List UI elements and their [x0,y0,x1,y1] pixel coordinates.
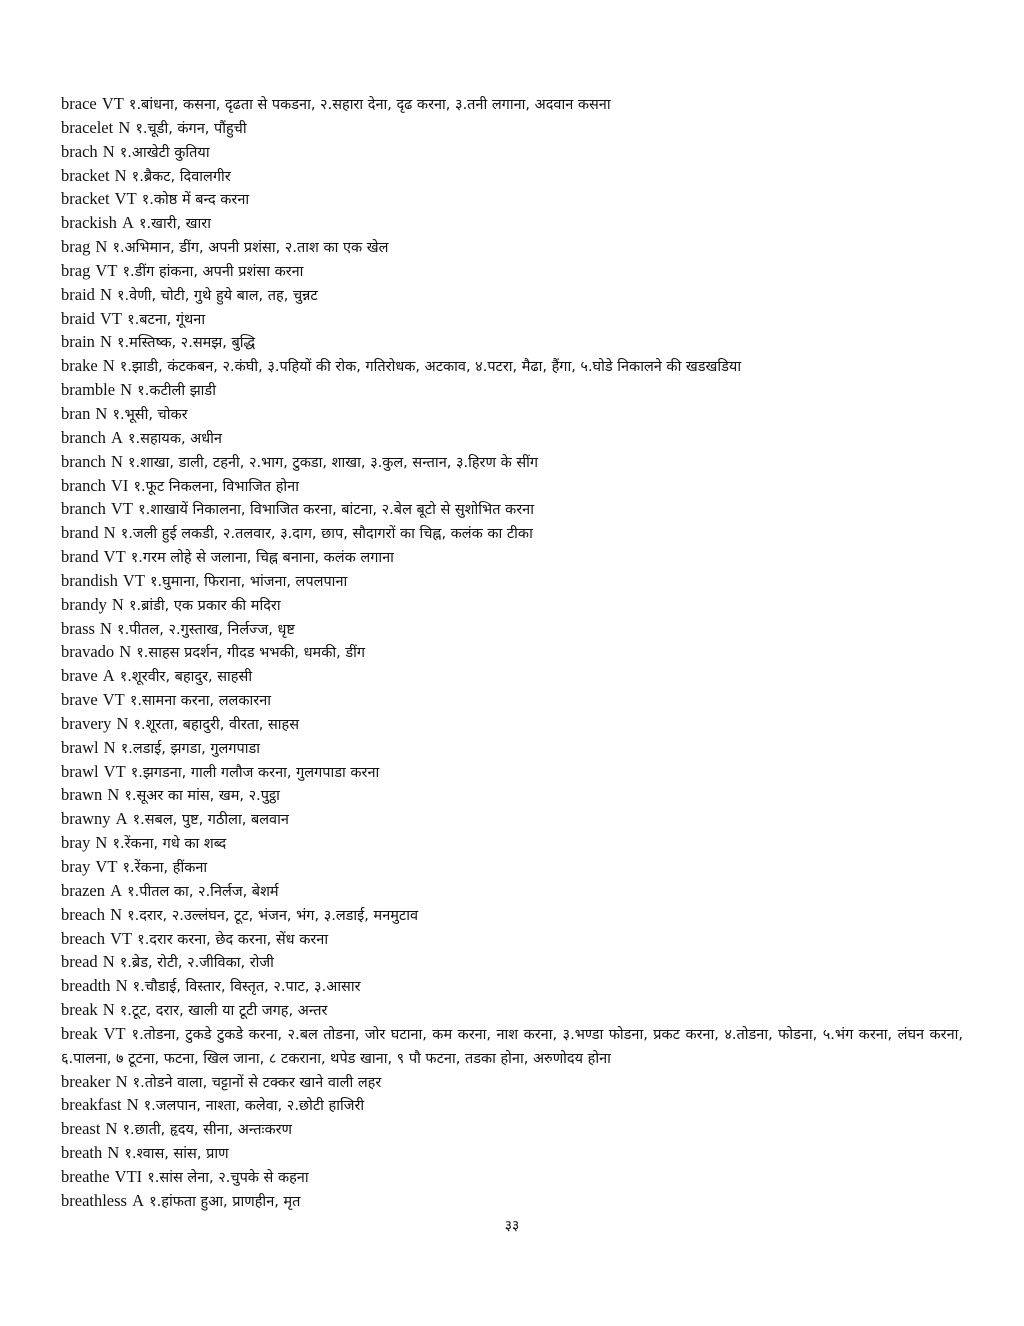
dictionary-entry [61,1190,963,1214]
dictionary-entry [61,1071,963,1095]
headword: breach [61,928,105,948]
headword: brawl [61,761,99,781]
headword: brawn [61,785,103,805]
part-of-speech: N [102,1000,115,1020]
dictionary-entry [61,618,963,642]
part-of-speech: A [110,880,122,900]
part-of-speech: N [114,165,127,185]
part-of-speech: VT [103,547,126,567]
part-of-speech: VT [110,928,133,948]
part-of-speech: A [102,666,115,686]
part-of-speech: N [119,642,132,662]
headword: brackish [61,213,117,233]
definition: १.तोडना, टुकडे टुकडे करना, २.बल तोडना, जोर घटाना, कम करना, नाश करना, ३.भण्डा फोडना, प्रकट करना, ४.तोडना, फोडना, ५.भंग करना, लंघन करना, ६.पालना, ७ टूटना, फटना, खिल जाना, ८ टकराना, थपेड खाना, ९ पौ फटना, तडका होना, अरुणोदय होना [61,1026,963,1067]
headword: brave [61,690,98,710]
headword: breach [61,904,105,924]
headword: breakfast [61,1095,122,1115]
definition: १.जलपान, नाश्ता, कलेवा, २.छोटी हाजिरी [143,1098,365,1115]
dictionary-entry [61,904,963,928]
dictionary-entry [61,427,963,451]
dictionary-entry [61,236,963,260]
definition: १.चौडाई, विस्तार, विस्तृत, २.पाट, ३.आसार [132,979,361,996]
headword: brand [61,523,99,543]
dictionary-entry [61,355,963,379]
dictionary-entry [61,999,963,1023]
definition: १.शूरवीर, बहादुर, साहसी [119,669,253,686]
part-of-speech: N [102,141,115,161]
dictionary-entry [61,141,963,165]
definition: १.ब्रेड, रोटी, २.जीविका, रोजी [119,955,274,972]
headword: branch [61,451,106,471]
part-of-speech: VT [101,94,124,113]
headword: bramble [61,380,116,400]
definition: १.श्वास, सांस, प्राण [124,1146,229,1163]
headword: breath [61,1143,103,1163]
definition: १.तोडने वाला, चट्टानों से टक्कर खाने वाली लहर [132,1074,382,1091]
headword: bracket [61,165,110,185]
dictionary-entry [61,641,963,665]
definition: १.घुमाना, फिराना, भांजना, लपलपाना [150,573,348,590]
definition: १.शाखा, डाली, टहनी, २.भाग, टुकडा, शाखा, ३.कुल, सन्तान, ३.हिरण के सींग [128,454,539,471]
definition: १.खारी, खारा [139,216,211,233]
definition: १.फूट निकलना, विभाजित होना [133,478,299,495]
part-of-speech: N [95,237,108,257]
definition: १.सबल, पुष्ट, गठीला, बलवान [132,812,289,829]
dictionary-entry [61,403,963,427]
part-of-speech: A [122,213,134,233]
definition: १.दरार करना, छेद करना, सेंध करना [137,931,329,948]
part-of-speech: VT [103,761,126,781]
dictionary-entry [61,832,963,856]
part-of-speech: N [115,1071,128,1091]
dictionary-entry [61,928,963,952]
dictionary-entry [61,784,963,808]
part-of-speech: N [100,618,112,638]
part-of-speech: N [111,594,124,614]
dictionary-entry [61,188,963,212]
dictionary-entry [61,546,963,570]
headword: bran [61,403,91,423]
part-of-speech: N [100,332,112,352]
part-of-speech: A [115,809,128,829]
dictionary-entry [61,1094,963,1118]
dictionary-entry [61,1166,963,1190]
headword: bravado [61,642,115,662]
headword: bracket [61,189,110,209]
part-of-speech: VT [95,260,118,280]
part-of-speech: N [105,1119,118,1139]
dictionary-entry [61,475,963,499]
part-of-speech: VTI [114,1166,143,1186]
dictionary-entry [61,331,963,355]
part-of-speech: VT [114,189,137,209]
dictionary-entry [61,570,963,594]
definition: १.मस्तिष्क, २.समझ, बुद्धि [117,335,256,352]
headword: brazen [61,880,105,900]
headword: bray [61,833,91,853]
part-of-speech: N [115,976,128,996]
definition: १.ब्रैकट, दिवालगीर [131,168,231,185]
headword: break [61,1023,98,1043]
definition: १.कटीली झाडी [137,383,216,400]
part-of-speech: VT [111,499,133,519]
dictionary-entry [61,498,963,522]
dictionary-entry [61,93,963,117]
dictionary-entry [61,284,963,308]
part-of-speech: N [95,833,108,853]
definition: १.रेंकना, गधे का शब्द [112,836,227,853]
definition: १.टूट, दरार, खाली या टूटी जगह, अन्तर [119,1003,328,1020]
part-of-speech: N [102,952,115,972]
dictionary-entry [61,951,963,975]
dictionary-entry [61,165,963,189]
headword: brace [61,94,97,113]
headword: bread [61,952,98,972]
dictionary-entry [61,737,963,761]
dictionary-entry [61,761,963,785]
headword: breadth [61,976,111,996]
headword: breathless [61,1190,127,1210]
dictionary-entry [61,308,963,332]
dictionary-entry [61,689,963,713]
definition: १.सांस लेना, २.चुपके से कहना [147,1169,309,1186]
headword: brach [61,141,98,161]
dictionary-entry [61,1118,963,1142]
part-of-speech: N [107,1143,120,1163]
headword: branch [61,499,106,519]
part-of-speech: VT [102,690,125,710]
headword: brand [61,547,99,567]
definition: १.गरम लोहे से जलाना, चिह्न बनाना, कलंक लगाना [130,550,394,567]
definition: १.साहस प्रदर्शन, गीदड भभकी, धमकी, डींग [136,645,366,662]
headword: brave [61,666,98,686]
headword: brass [61,618,95,638]
definition: १.झाडी, कंटकबन, २.कंघी, ३.पहियों की रोक, गतिरोधक, अटकाव, ४.पटरा, मैढा, हैंगा, ५.घोडे निकालने की खडखडिया [119,359,742,376]
part-of-speech: A [111,427,123,447]
page-number: ३३ [504,1218,520,1234]
part-of-speech: N [126,1095,139,1115]
part-of-speech: VT [122,570,145,590]
definition: १.बटना, गूंथना [127,311,206,328]
dictionary-entry [61,117,963,141]
headword: brag [61,260,91,280]
headword: brawny [61,809,111,829]
dictionary-entry [61,975,963,999]
definition: १.शूरता, बहादुरी, वीरता, साहस [133,716,300,733]
headword: branch [61,475,106,495]
part-of-speech: N [100,284,112,304]
definition: १.ब्रांडी, एक प्रकार की मदिरा [128,597,281,614]
definition: १.लडाई, झगडा, गुलगपाडा [120,740,261,757]
headword: brake [61,356,98,376]
definition: १.जली हुई लकडी, २.तलवार, ३.दाग, छाप, सौदागरों का चिह्न, कलंक का टीका [120,526,533,543]
definition: १.सहायक, अधीन [128,430,222,447]
part-of-speech: N [107,785,120,805]
part-of-speech: N [111,451,123,471]
headword: bray [61,857,91,876]
definition: १.सूअर का मांस, खम, २.पुट्ठा [124,788,280,805]
definition: १.शाखायें निकालना, विभाजित करना, बांटना, २.बेल बूटो से सुशोभित करना [138,502,534,519]
part-of-speech: VT [103,1023,126,1043]
dictionary-entry [61,880,963,904]
definition: १.रेंकना, हींकना [122,860,208,876]
headword: brain [61,332,95,352]
dictionary-entry [61,212,963,236]
part-of-speech: N [118,117,131,137]
dictionary-entry [61,1142,963,1166]
headword: break [61,1000,98,1020]
headword: brag [61,237,91,257]
dictionary-page [61,93,963,1214]
definition: १.छाती, हृदय, सीना, अन्तःकरण [122,1122,292,1139]
definition: १.सामना करना, ललकारना [129,693,272,710]
dictionary-entry [61,522,963,546]
definition: १.हांफता हुआ, प्राणहीन, मृत [149,1193,301,1210]
part-of-speech: A [132,1190,144,1210]
headword: brandish [61,570,118,590]
dictionary-entry [61,379,963,403]
part-of-speech: N [116,713,129,733]
part-of-speech: VT [95,857,118,876]
headword: branch [61,427,106,447]
dictionary-entry [61,451,963,475]
dictionary-entry [61,594,963,618]
definition: १.बांधना, कसना, दृढता से पकडना, २.सहारा देना, दृढ करना, ३.तनी लगाना, अदवान कसना [128,97,611,113]
part-of-speech: N [110,904,122,924]
definition: १.कोष्ठ में बन्द करना [141,192,250,209]
definition: १.पीतल का, २.निर्लज, बेशर्म [127,883,279,900]
dictionary-entry [61,260,963,284]
headword: breast [61,1119,101,1139]
definition: १.डींग हांकना, अपनी प्रशंसा करना [122,263,304,280]
part-of-speech: VT [100,308,122,328]
part-of-speech: N [102,356,115,376]
headword: brawl [61,737,99,757]
headword: brandy [61,594,107,614]
definition: १.पीतल, २.गुस्ताख, निर्लज्ज, धृष्ट [117,621,295,638]
definition: १.अभिमान, डींग, अपनी प्रशंसा, २.ताश का एक खेल [112,240,389,257]
dictionary-entry [61,1023,963,1071]
part-of-speech: N [120,380,133,400]
dictionary-entry [61,808,963,832]
headword: breaker [61,1071,111,1091]
headword: braid [61,308,95,328]
dictionary-entry [61,713,963,737]
headword: braid [61,284,95,304]
headword: bravery [61,713,112,733]
part-of-speech: VI [111,475,129,495]
part-of-speech: N [103,523,116,543]
definition: १.भूसी, चोकर [112,406,188,423]
headword: bracelet [61,117,114,137]
dictionary-entry [61,856,963,880]
definition: १.दरार, २.उल्लंघन, टूट, भंजन, भंग, ३.लडाई, मनमुटाव [127,907,419,924]
definition: १.आखेटी कुतिया [119,144,210,161]
part-of-speech: N [95,403,108,423]
definition: १.झगडना, गाली गलौज करना, गुलगपाडा करना [130,764,380,781]
definition: १.वेणी, चोटी, गुथे हुये बाल, तह, चुन्नट [117,287,318,304]
headword: breathe [61,1166,110,1186]
definition: १.चूडी, कंगन, पौंहुची [135,120,247,137]
part-of-speech: N [103,737,116,757]
dictionary-entry [61,665,963,689]
